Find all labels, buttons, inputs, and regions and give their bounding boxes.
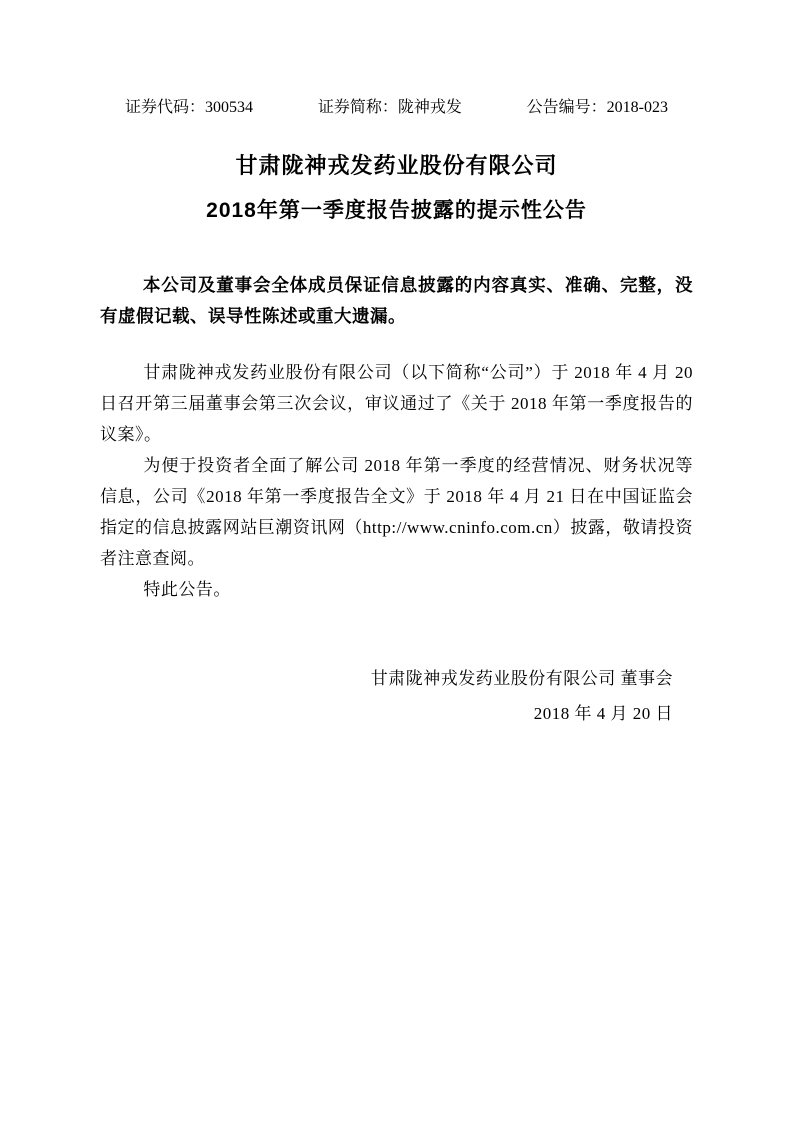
paragraph-board-meeting: 甘肃陇神戎发药业股份有限公司（以下简称“公司”）于 2018 年 4 月 20 日召开第三届董事会第三次会议，审议通过了《关于 2018 年第一季度报告的议案》。: [100, 363, 693, 444]
signature-company-board: 甘肃陇神戎发药业股份有限公司 董事会: [370, 669, 673, 688]
paragraph-closing-remark: 特此公告。: [143, 580, 231, 599]
paragraph-disclosure-info: 为便于投资者全面了解公司 2018 年第一季度的经营情况、财务状况等信息，公司《2018 年第一季度报告全文》于 2018 年 4 月 21 日在中国证监会指定的信息披露网站巨潮资讯网（http://www.cninfo.com.cn）披露，敬请投资者注意查阅。: [100, 456, 693, 568]
announcement-number-label: 公告编号：2018-023: [526, 99, 668, 116]
stock-abbr-label: 证券简称：陇神戎发: [317, 99, 462, 116]
announcement-subtitle: 2018年第一季度报告披露的提示性公告: [206, 199, 587, 222]
board-integrity-statement: 本公司及董事会全体成员保证信息披露的内容真实、准确、完整，没有虚假记载、误导性陈述或重大遗漏。: [100, 275, 693, 326]
company-name-title: 甘肃陇神戎发药业股份有限公司: [235, 153, 558, 178]
signature-date: 2018 年 4 月 20 日: [533, 704, 673, 723]
document-header: [100, 99, 693, 117]
stock-code-label: 证券代码：300534: [125, 99, 254, 116]
